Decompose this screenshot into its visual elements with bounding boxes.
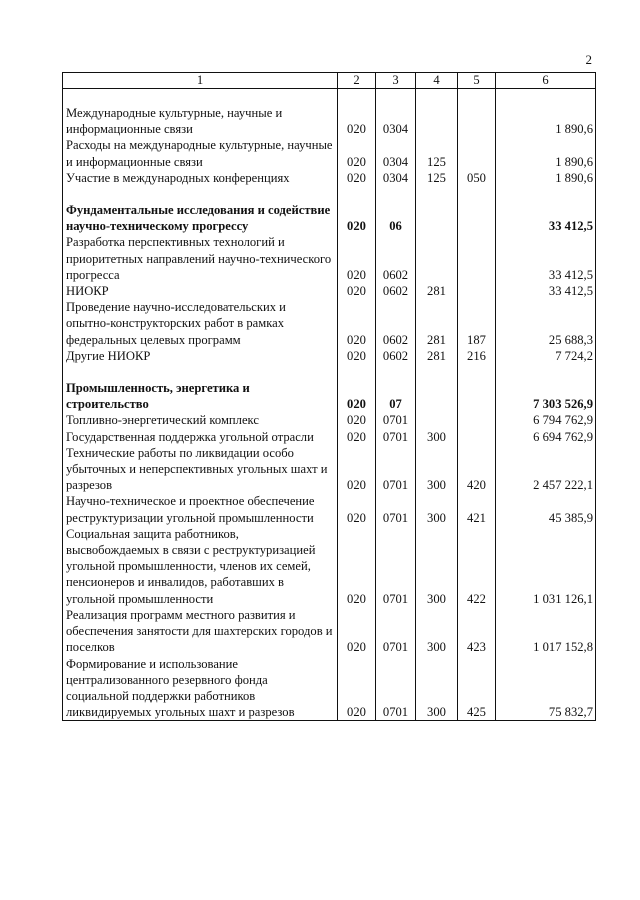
table-row [63, 445, 596, 494]
row-section-code: 0701 [376, 412, 416, 428]
row-name: Проведение научно-исследовательских и опытно-конструкторских работ в рамках федеральных целевых программ [63, 299, 338, 348]
row-ministry-code: 020 [338, 493, 376, 525]
row-expense-code [458, 283, 496, 299]
row-article-code: 125 [416, 137, 458, 169]
row-expense-code: 423 [458, 607, 496, 656]
table-row [63, 412, 596, 428]
row-ministry-code: 020 [338, 526, 376, 607]
row-name: НИОКР [63, 283, 338, 299]
table-row [63, 429, 596, 445]
table-row [63, 299, 596, 348]
row-section-code: 0304 [376, 137, 416, 169]
spacer-cell [63, 186, 338, 202]
row-ministry-code: 020 [338, 445, 376, 494]
spacer-cell [458, 89, 496, 106]
row-name: Реализация программ местного развития и обеспечения занятости для шахтерских городов и поселков [63, 607, 338, 656]
row-name: Фундаментальные исследования и содействие научно-техническому прогрессу [63, 202, 338, 234]
row-section-code: 0304 [376, 105, 416, 137]
page-number: 2 [585, 52, 592, 67]
row-name: Другие НИОКР [63, 348, 338, 364]
row-section-code: 0701 [376, 526, 416, 607]
row-ministry-code: 020 [338, 283, 376, 299]
row-expense-code [458, 380, 496, 412]
row-expense-code [458, 105, 496, 137]
row-expense-code: 420 [458, 445, 496, 494]
spacer-cell [376, 186, 416, 202]
row-amount: 33 412,5 [496, 202, 596, 234]
row-article-code [416, 202, 458, 234]
row-ministry-code: 020 [338, 202, 376, 234]
row-article-code: 125 [416, 170, 458, 186]
row-expense-code: 050 [458, 170, 496, 186]
row-ministry-code: 020 [338, 105, 376, 137]
row-ministry-code: 020 [338, 234, 376, 283]
row-article-code: 300 [416, 607, 458, 656]
row-article-code: 300 [416, 445, 458, 494]
table-row [63, 234, 596, 283]
row-amount: 33 412,5 [496, 234, 596, 283]
row-expense-code: 422 [458, 526, 496, 607]
row-name: Участие в международных конференциях [63, 170, 338, 186]
row-amount: 25 688,3 [496, 299, 596, 348]
row-expense-code [458, 137, 496, 169]
row-ministry-code: 020 [338, 348, 376, 364]
table-header [63, 73, 596, 89]
spacer-row [63, 364, 596, 380]
row-article-code: 281 [416, 283, 458, 299]
row-ministry-code: 020 [338, 380, 376, 412]
row-amount: 7 303 526,9 [496, 380, 596, 412]
row-article-code [416, 105, 458, 137]
spacer-cell [338, 89, 376, 106]
row-section-code: 0602 [376, 234, 416, 283]
row-section-code: 0701 [376, 607, 416, 656]
row-amount: 6 794 762,9 [496, 412, 596, 428]
table-row [63, 283, 596, 299]
row-amount: 1 031 126,1 [496, 526, 596, 607]
row-name: Социальная защита работников, высвобождаемых в связи с реструктуризацией угольной промышленности, членов их семей, пенсионеров и инвалидов, работавших в угольной промышленности [63, 526, 338, 607]
spacer-row [63, 186, 596, 202]
table-body [63, 89, 596, 721]
spacer-cell [416, 186, 458, 202]
row-ministry-code: 020 [338, 170, 376, 186]
spacer-cell [416, 364, 458, 380]
row-section-code: 0602 [376, 283, 416, 299]
row-article-code [416, 412, 458, 428]
row-amount: 1 890,6 [496, 105, 596, 137]
row-amount: 1 890,6 [496, 170, 596, 186]
table-row [63, 526, 596, 607]
header-col-6: 6 [496, 73, 596, 89]
row-amount: 33 412,5 [496, 283, 596, 299]
row-name: Промышленность, энергетика и строительство [63, 380, 338, 412]
row-name: Международные культурные, научные и информационные связи [63, 105, 338, 137]
row-ministry-code: 020 [338, 656, 376, 721]
spacer-cell [376, 89, 416, 106]
table-row [63, 137, 596, 169]
row-expense-code [458, 234, 496, 283]
row-expense-code [458, 429, 496, 445]
row-amount: 2 457 222,1 [496, 445, 596, 494]
row-section-code: 0701 [376, 493, 416, 525]
header-col-5: 5 [458, 73, 496, 89]
row-name: Расходы на международные культурные, научные и информационные связи [63, 137, 338, 169]
spacer-cell [416, 89, 458, 106]
spacer-cell [496, 89, 596, 106]
row-amount: 75 832,7 [496, 656, 596, 721]
table-row [63, 607, 596, 656]
row-article-code: 281 [416, 348, 458, 364]
row-amount: 45 385,9 [496, 493, 596, 525]
table-row [63, 170, 596, 186]
table-row [63, 493, 596, 525]
row-section-code: 0602 [376, 299, 416, 348]
row-expense-code: 425 [458, 656, 496, 721]
row-section-code: 0701 [376, 445, 416, 494]
spacer-cell [458, 186, 496, 202]
row-ministry-code: 020 [338, 137, 376, 169]
row-amount: 7 724,2 [496, 348, 596, 364]
spacer-row [63, 89, 596, 106]
row-article-code [416, 234, 458, 283]
table-row [63, 348, 596, 364]
header-col-1: 1 [63, 73, 338, 89]
row-section-code: 0602 [376, 348, 416, 364]
budget-table [62, 72, 596, 721]
header-col-4: 4 [416, 73, 458, 89]
row-section-code: 07 [376, 380, 416, 412]
row-ministry-code: 020 [338, 299, 376, 348]
row-expense-code [458, 202, 496, 234]
row-article-code: 300 [416, 526, 458, 607]
row-name: Государственная поддержка угольной отрасли [63, 429, 338, 445]
spacer-cell [496, 364, 596, 380]
spacer-cell [63, 89, 338, 106]
spacer-cell [338, 186, 376, 202]
row-section-code: 06 [376, 202, 416, 234]
table-row [63, 202, 596, 234]
row-article-code: 300 [416, 429, 458, 445]
row-amount: 6 694 762,9 [496, 429, 596, 445]
row-name: Технические работы по ликвидации особо убыточных и неперспективных угольных шахт и разрезов [63, 445, 338, 494]
row-name: Разработка перспективных технологий и приоритетных направлений научно-технического прогресса [63, 234, 338, 283]
row-ministry-code: 020 [338, 607, 376, 656]
row-name: Топливно-энергетический комплекс [63, 412, 338, 428]
header-col-3: 3 [376, 73, 416, 89]
row-section-code: 0701 [376, 656, 416, 721]
row-ministry-code: 020 [338, 412, 376, 428]
row-expense-code: 187 [458, 299, 496, 348]
table-row [63, 380, 596, 412]
row-section-code: 0304 [376, 170, 416, 186]
row-article-code: 281 [416, 299, 458, 348]
spacer-cell [63, 364, 338, 380]
row-name: Формирование и использование централизованного резервного фонда социальной поддержки работников ликвидируемых угольных шахт и разрезов [63, 656, 338, 721]
row-name: Научно-техническое и проектное обеспечение реструктуризации угольной промышленности [63, 493, 338, 525]
row-article-code: 300 [416, 656, 458, 721]
table-row [63, 105, 596, 137]
row-expense-code: 421 [458, 493, 496, 525]
row-amount: 1 890,6 [496, 137, 596, 169]
header-col-2: 2 [338, 73, 376, 89]
row-amount: 1 017 152,8 [496, 607, 596, 656]
row-expense-code [458, 412, 496, 428]
spacer-cell [376, 364, 416, 380]
spacer-cell [496, 186, 596, 202]
row-ministry-code: 020 [338, 429, 376, 445]
spacer-cell [338, 364, 376, 380]
row-article-code [416, 380, 458, 412]
table-row [63, 656, 596, 721]
row-article-code: 300 [416, 493, 458, 525]
spacer-cell [458, 364, 496, 380]
row-section-code: 0701 [376, 429, 416, 445]
row-expense-code: 216 [458, 348, 496, 364]
